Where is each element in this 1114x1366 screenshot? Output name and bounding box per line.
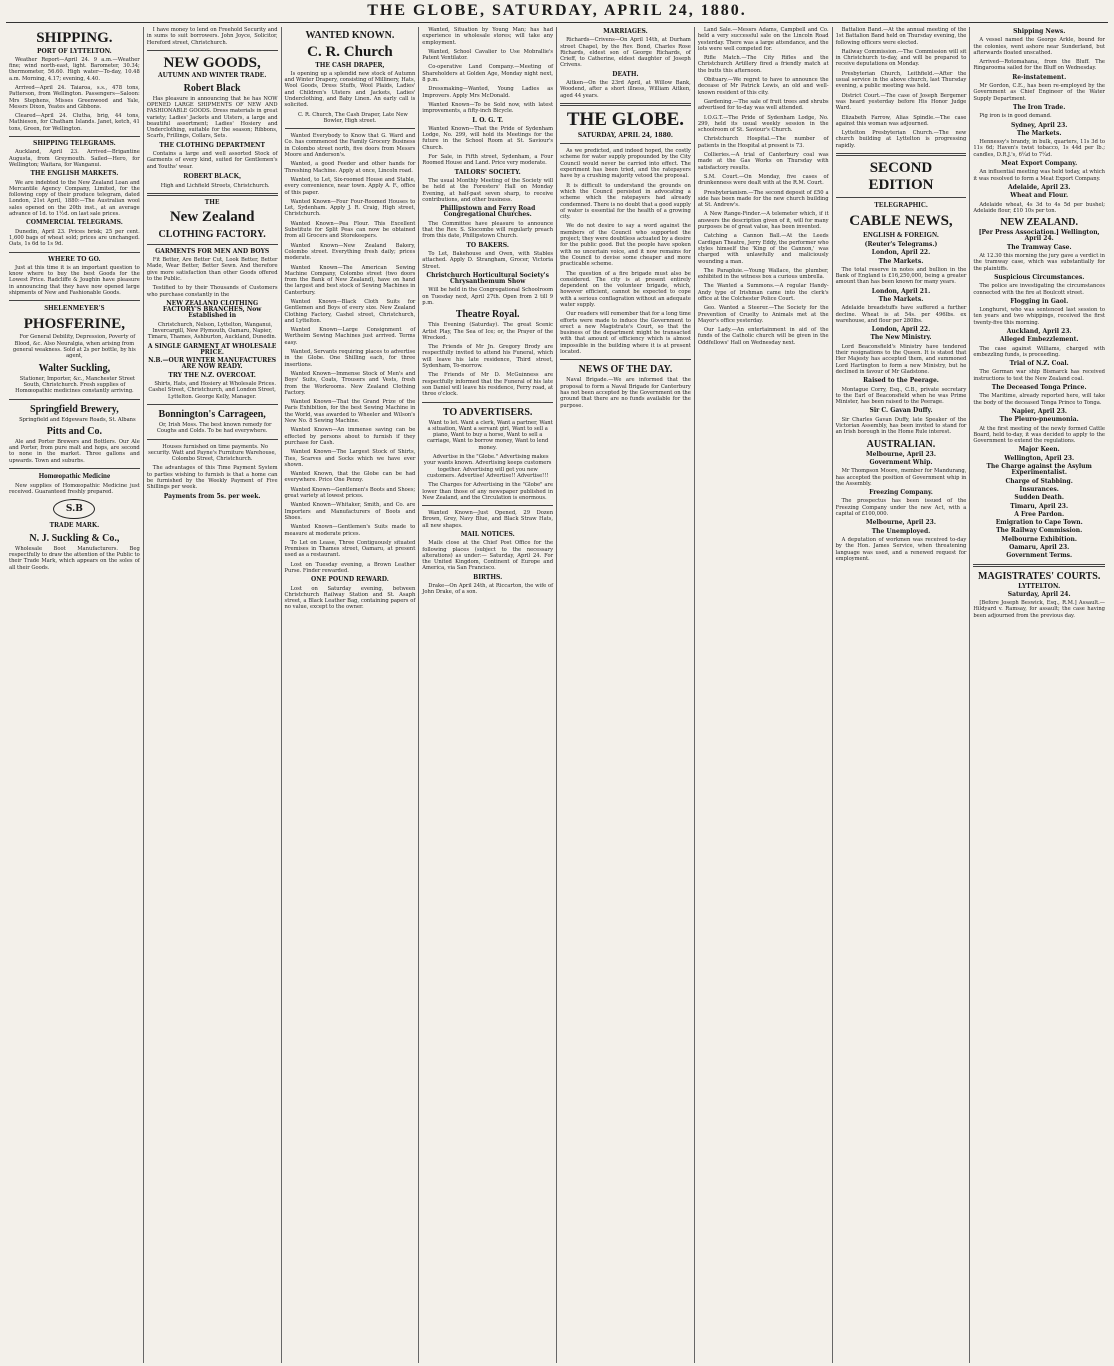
pitts-heading: Pitts and Co. <box>46 425 103 437</box>
wanted-ad: Wanted Known—New Zealand Bakery, Colombo street. Everything fresh daily; prices moderate. <box>284 242 416 262</box>
phillipstown-heading: Phillipstown and Ferry Road Congregational Churches. <box>440 205 536 219</box>
chrysanthemum-text: Will be held in the Congregational Schoolroom on Tuesday next, April 27th. Open from 2 till 9 p.m. <box>422 287 554 306</box>
shipping-telegrams-heading: SHIPPING TELEGRAMS. <box>32 140 116 148</box>
news-item: Catching a Cannon Ball.—At the Leeds Cardigan Theatre, Jerry Eddy, the performer who styles himself the 'King of the Cannon,' was charged with unlawfully and maliciously wounding a man. <box>697 233 829 265</box>
cable-item: The prospectus has been issued of the Freezing Company under the new Act, with a capital of £100,000. <box>835 498 967 518</box>
dateline: Napier, April 23. <box>1011 407 1068 415</box>
springfield-brewery-text: Springfield and Edgeware Roads, St. Albans <box>19 416 136 423</box>
single-garment: A SINGLE GARMENT AT WHOLESALE PRICE. <box>147 342 277 356</box>
news-item: The police are investigating the circumstances connected with the fire at Boulcott street. <box>973 283 1105 296</box>
cable-item: Sir Charles Gavan Duffy, late Speaker of the Victorian Assembly, has been invited to stand for an Irish borough in the Home Rule interest. <box>835 416 967 436</box>
column-6 <box>695 27 833 1363</box>
cr-church-sign: C. R. Church, The Cash Draper, Late New Bowler, High street. <box>297 111 408 124</box>
dateline: Melbourne, April 23. <box>866 450 936 458</box>
mail-text: Mails close at the Chief Post Office for the following places (subject to the necessary alterations) as under:— Saturday, April 24. For the United Kingdom, Continent of Europe and America, via San Francisco. <box>422 540 554 572</box>
phosferine-heading: PHOSFERINE, <box>23 315 126 332</box>
wanted-ad: Wanted Known—That the Grand Prize of the Paris Exhibition, for the best Sewing Machine in the World, was awarded to Wheeler and Wilson's New No. 8 Sewing Machine. <box>284 399 416 425</box>
editorial-paragraph: As we predicted, and indeed hoped, the costly scheme for water supply propounded by the City Council would never be carried into effect. The experiment has been tried, and the ratepayers have by a crushing majority vetoed the proposal. <box>560 148 691 180</box>
robert-black-address: High and Lichfield Streets, Christchurch. <box>160 182 270 189</box>
branches-heading: NEW ZEALAND CLOTHING FACTORY'S BRANCHES, Now Established in <box>162 299 262 320</box>
marriages-text: Richards—Crivens—On April 14th, at Durham street Chapel, by the Rev. Bond, Charles Rose Richards, eldest son of George Richards, of Crieff, to Catherine, eldest daughter of Joseph Crivens. <box>560 37 691 69</box>
news-of-day-heading: NEWS OF THE DAY. <box>578 364 673 376</box>
wanted-ad: Wanted Known—Immense Stock of Men's and Boys' Suits, Coats, Trousers and Vests, fresh from the Workrooms. New Zealand Clothing Factory. <box>284 370 416 396</box>
ad: Wanted, Situation by Young Man; has had experience in wholesale stores; will take any employment. <box>422 27 554 46</box>
editorial-paragraph: We do not desire to say a word against the members of the Council who supported the project; they were doubtless actuated by a desire for the public good. But the people have spoken with no uncertain voice, and it now remains for the Council to devise some cheaper and more practicable scheme. <box>560 223 691 268</box>
news-item: Pig iron is in good demand. <box>979 113 1052 120</box>
bakers-heading: TO BAKERS. <box>466 241 509 249</box>
lost-ad: Lost on Tuesday evening, a Brown Leather Purse. Finder rewarded. <box>284 561 416 574</box>
news-item: Rifle Match.—The City Rifles and the Christchurch Artillery fired a friendly match at the butts this afternoon. <box>697 55 829 74</box>
dateline: London, April 21. <box>871 287 931 295</box>
houses-furnished: Houses furnished on time payments. No security. Watt and Payne's Furniture Warehouse, Colombo Street, Christchurch. <box>148 443 277 463</box>
bonnington-heading: Bonnington's Carrageen, <box>158 408 266 420</box>
funeral-notice-2: The Friends of Mr D. McGuinness are respectfully informed that the Funeral of his late son Daniel will leave his residence, Ferry road, at three o'clock. <box>422 372 554 398</box>
subheading: Wheat and Flour. <box>1010 192 1069 200</box>
dateline: Timaru, April 23. <box>1010 502 1069 510</box>
news-item: Presbyterian Church, Leithfield.—After the usual service in the above church, last Thursday evening, a public meeting was held. <box>835 70 967 90</box>
news-item: Railway Commission.—The Commission will sit in Christchurch to-day, and will be prepared to receive deputations on Monday. <box>835 48 967 68</box>
advertisers-heading: TO ADVERTISERS. <box>442 406 533 418</box>
subheading: The Iron Trade. <box>1013 103 1066 111</box>
dateline: Auckland, April 23. <box>1006 327 1072 335</box>
subheading: A Free Pardon. <box>1014 510 1065 518</box>
robert-black-text: Has pleasure in announcing that he has NOW OPENED LARGE SHIPMENTS OF NEW AND FASHIONABLE GOODS. Dress materials in great variety; Ladies' Jackets and Ulsters, a large and beautiful assortment; Ladies' Hosiery and Underclothing, suitable for the season; Ribbons, Scarfs, Frillings, Collars, Sets. <box>146 95 278 140</box>
news-item: A New Range-Finder.—A telemeter which, if it answers the description given of it, will for many purposes be of great value, has been invented. <box>697 211 829 231</box>
subheading: Raised to the Peerage. <box>863 377 939 385</box>
subheading: Alleged Embezzlement. <box>999 336 1079 344</box>
wanted-ad: Wanted Known, that the Globe can be had everywhere. Price One Penny. <box>284 471 416 484</box>
robert-black-heading: Robert Black <box>183 82 241 94</box>
subheading: Re-instatement. <box>1012 73 1067 81</box>
death-text: Aitken—On the 23rd April, at Willow Bank, Woodend, after a short illness, William Aitken, aged 44 years. <box>560 80 691 99</box>
cleared: Cleared—April 24. Clutha, brig, 44 tons, Mathieson, for Chatham Islands. Janet, ketch, 41 tons, Green, for Wellington. <box>9 113 140 132</box>
dateline: London, April 22. <box>871 249 931 257</box>
wanted-ad: Wanted Known—Pea Flour. This Excellent Substitute for Split Peas can now be obtained from all Grocers and Storekeepers. <box>284 220 416 240</box>
column-4 <box>419 27 557 1363</box>
births-heading: BIRTHS. <box>473 573 503 581</box>
shipping-news-heading: Shipping News. <box>1013 28 1066 35</box>
port-heading: PORT OF LYTTELTON. <box>37 47 112 55</box>
walter-suckling-text: Stationer, Importer, &c., Manchester Street South, Christchurch. Fresh supplies of Homœopathic medicines constantly arriving. <box>15 375 136 395</box>
winter-manufactures: N.B.—OUR WINTER MANUFACTURES ARE NOW READY. <box>148 357 277 371</box>
subheading: The Charge against the Asylum Experimentalist. <box>986 463 1092 477</box>
chrysanthemum-heading: Christchurch Horticultural Society's Chrysanthemum Show <box>426 271 550 286</box>
homeopathic-text: New supplies of Homœopathic Medicine just received. Guaranteed freshly prepared. <box>9 482 140 496</box>
dateline: Adelaide, April 23. <box>1007 183 1071 191</box>
news-item: Mr Gordon, C.E., has been re-employed by the Government as Chief Engineer of the Water Supply Department. <box>973 83 1105 102</box>
shipping-item: Arrived—Rotomahana, from the Bluff. The Ringarooma sailed for the Bluff on Wednesday. <box>973 59 1105 72</box>
phosferine-text: For General Debility, Depression, Poverty of Blood, &c. Also Neuralgia, when arising from general weakness. Sold at 2s per bottle, by his agent, <box>12 334 136 360</box>
subheading: The New Ministry. <box>870 334 932 342</box>
mail-heading: MAIL NOTICES. <box>460 531 515 538</box>
ad: Dressmaking—Wanted, Young Ladies as Improvers. Apply Mrs McDonald. <box>422 86 554 99</box>
column-3 <box>282 27 420 1363</box>
death-heading: DEATH. <box>612 70 639 78</box>
subheading: The Markets. <box>1016 129 1062 137</box>
subheading: The Deceased Tonga Prince. <box>991 384 1087 392</box>
globe-date: SATURDAY, APRIL 24, 1880. <box>577 131 674 139</box>
branches-list: Christchurch, Nelson, Lyttelton, Wanganui, Invercargill, New Plymouth, Oamaru, Napier, Timaru, Thames, Ashburton, Auckland, Dunedin. <box>147 321 277 341</box>
news-item: Geo. Wanted a Steerer.—The Society for the Prevention of Cruelty to Animals met at the Mayor's office yesterday. <box>697 305 829 324</box>
dunedin-commercial: Dunedin, April 23. Prices brisk; 25 per cent. 1,600 bags of wheat sold; prices are unchanged. Oats, 1s 6d to 1s 9d. <box>9 228 140 248</box>
cable-item: Adelaide breadstuffs have suffered a further decline. Wheat is at 54s. per 496lbs. ex warehouse, and flour per 280lbs. <box>835 305 967 324</box>
court-report: [Before Joseph Beswick, Esq., R.M.] Assault.—Hildyard v. Ramsay, for assault; the case having been adjourned from the previous day. <box>973 600 1105 619</box>
wanted-ad: Wanted Everybody to Know that G. Ward and Co. has commenced the Family Grocery Business in Colombo street north, five doors from Messrs Moore and Anderson's. <box>284 133 416 159</box>
wanted-known-heading: WANTED KNOWN. <box>305 30 395 41</box>
reuter-label: (Reuter's Telegrams.) <box>864 240 938 248</box>
ad: For Sale, in Fifth street, Sydenham, a Four Roomed House and Land. Price very moderate. <box>422 154 554 167</box>
cable-item: Lord Beaconsfield's Ministry have tendered their resignations to the Queen. It is stated that Her Majesty has accepted them, and summoned Lord Hartington to form a new Ministry, but he declined in favour of Mr Gladstone. <box>835 343 967 375</box>
cable-item: A deputation of workmen was received to-day by the Hon. James Service, when threatening language was used, and a renewed request for employment. <box>835 536 967 562</box>
cable-item: The total reserve in notes and bullion in the Bank of England is £16,250,000, being a greater amount than has been known for many years. <box>835 266 967 286</box>
magistrates-heading: MAGISTRATES' COURTS. <box>978 570 1101 582</box>
masthead-rule <box>6 22 1108 23</box>
news-item: The German war ship Bismarck has received instructions to test the New Zealand coal. <box>973 369 1105 382</box>
springfield-brewery-heading: Springfield Brewery, <box>30 403 119 415</box>
nj-suckling-heading: N. J. Suckling & Co., <box>29 532 120 544</box>
news-item: Gardening.—The sale of fruit trees and shrubs advertised for to-day was well attended. <box>697 98 829 112</box>
wanted-ad: Wanted Known—The Largest Stock of Shirts, Ties, Scarves and Socks which we have ever shown. <box>284 449 416 468</box>
cable-news-heading: CABLE NEWS, <box>849 212 953 229</box>
advertise-text: Advertise in the "Globe." Advertising makes your wants known. Advertising keeps customers together. Advertising will get you new customers. Advertise! Advertise!! Advertise!!! <box>423 454 552 479</box>
tailors-heading: TAILORS' SOCIETY. <box>454 168 521 176</box>
wanted-ad: Wanted, to Let, Six-roomed House and Stable, every convenience, near town. Apply A. F., office of this paper. <box>284 176 416 196</box>
news-item: Adelaide wheat, 4s 3d to 4s 5d per bushel; Adelaide flour, £10 10s per ton. <box>973 201 1105 214</box>
theatre-text: This Evening (Saturday). The great Scenic Artist Play, The Sea of Ice; or, the Prayer of the Wrecked. <box>422 322 554 341</box>
wanted-ad: Wanted Known—Four Four-Roomed Houses to Let, Sydenham. Apply J. R. Craig, High street, Christchurch. <box>284 198 416 218</box>
bonnington-text: Or, Irish Moss. The best known remedy for Coughs and Colds. To be had everywhere. <box>156 421 272 435</box>
wanted-ad: Wanted Known—The American Sewing Machine Company, Colombo street (two doors from the Bank of New Zealand), have on hand the largest and best stock of Sewing Machines in Canterbury. <box>284 264 416 296</box>
autumn-trade: AUTUMN AND WINTER TRADE. <box>157 72 267 80</box>
australian-heading: AUSTRALIAN. <box>866 438 936 450</box>
news-item: The Wanted a Summons.—A regular Handy-Andy type of Irishman came into the clerk's office at the Colchester Police Court. <box>697 283 829 302</box>
subheading: Insurances. <box>1019 485 1059 493</box>
news-item: Presbyterianism.—The second deposit of £50 a side has been made for the new church building at St. Andrew's. <box>697 189 829 209</box>
circulation-text: The Charges for Advertising in the "Globe" are lower than those of any newspaper published in New Zealand, and the Circulation is enormous. <box>422 482 554 501</box>
telegraphic-heading: TELEGRAPHIC. <box>874 201 928 210</box>
subheading: Government Whip. <box>869 458 933 466</box>
news-item: S.M. Court.—On Monday, five cases of drunkenness were dealt with at the R.M. Court. <box>697 173 829 187</box>
news-item: Battalion Band.—At the annual meeting of the 1st Battalion Band held on Thursday evening, the following officers were elected. <box>835 27 967 46</box>
subheading: The Railway Commission. <box>996 527 1083 535</box>
ad: Wanted Known—To be Sold now, with latest improvements, a fifty-inch Bicycle. <box>422 101 554 115</box>
arrived: Arrived—April 24. Taiaroa, s.s., 478 tons, Patterson, from Wellington. Passengers—Saloon: Mrs Stephens, Misses Greenwood and Yale, Messrs Dixon, Yeates and Gibbons. <box>9 84 140 110</box>
columns <box>6 27 1108 1363</box>
clothing-department-text: Contains a large and well assorted Stock of Garments of every kind, suited for Gentlemen's and Youths' wear. <box>146 151 278 170</box>
news-item: I.O.G.T.—The Pride of Sydenham Lodge, No. 299, held its usual weekly session in the schoolroom of St. Saviour's Church. <box>697 114 829 134</box>
subheading: Freezing Company. <box>869 489 933 497</box>
cable-item: Montague Corry, Esq., C.B., private secretary to the Earl of Beaconsfield when he was Prime Minister, has been raised to the Peerage. <box>835 386 967 406</box>
reward-heading: ONE POUND REWARD. <box>311 576 389 584</box>
court-date: Saturday, April 24. <box>1007 590 1071 598</box>
auckland-shipping: Auckland, April 23. Arrived—Brigantine Augusta, from Greymouth. Sailed—Hero, for Wellington; Waitara, for Wanganui. <box>9 149 140 168</box>
subheading: The Pleuro-pneumonia. <box>999 416 1079 424</box>
wants-list: Want to let. Want a clerk, Want a partner, Want a situation, Want a servant girl, Want to sell a piano, Want to buy a horse, Want to sell a carriage, Want to borrow money, Want to lend money. <box>427 419 553 451</box>
weather-report: Weather Report—April 24. 9 a.m.—Weather fine; wind north-east, light. Barometer, 30.34; thermometer, 56.60. High water—To-day, 10.48 a.m. Morning, 4.17; evening, 4.40. <box>9 56 140 82</box>
cable-item: Mr Thompson Moore, member for Mandurang, has accepted the position of Government whip in the Assembly. <box>835 468 967 487</box>
wanted-ad: Wanted Known—Whitaker, Smith, and Co. are Importers and Manufacturers of Boots and Shoes. <box>284 502 416 521</box>
subheading: The Tramway Case. <box>1006 243 1072 251</box>
try-overcoat: TRY THE N.Z. OVERCOAT. <box>168 371 256 379</box>
phillipstown-text: The Committee have pleasure to announce that the Rev. S. Slocombe will regularly preach from this date, Phillipstown Church. <box>422 220 554 240</box>
news-item: Our Lady.—An entertainment in aid of the funds of the Catholic church will be given in the Oddfellows' Hall on Wednesday next. <box>697 327 829 346</box>
shipping-heading: SHIPPING. <box>36 30 113 46</box>
new-goods-heading: NEW GOODS, <box>163 54 261 71</box>
marriages-heading: MARRIAGES. <box>603 28 648 35</box>
clothing-department: THE CLOTHING DEPARTMENT <box>159 141 265 149</box>
testified-text: Testified to by their Thousands of Customers who purchase constantly in the <box>146 285 278 298</box>
clothing-factory-heading: CLOTHING FACTORY. <box>158 228 266 240</box>
column-8 <box>970 27 1108 1363</box>
subheading: Government Terms. <box>1006 552 1073 560</box>
payments: Payments from 5s. per week. <box>163 492 261 500</box>
news-item: The Maritime, already reported here, will take the body of the deceased Tonga Prince to Tonga. <box>973 393 1105 406</box>
nj-suckling-text: Wholesale Boot Manufacturers. Beg respectfully to draw the attention of the Public to their Trade Mark, which appears on the soles of all their Goods. <box>9 545 140 571</box>
second-edition-heading: SECOND EDITION <box>868 160 934 193</box>
news-item: Lyttelton Presbyterian Church.—The new church building at Lyttelton is progressing rapidly. <box>835 130 967 149</box>
shelenmeyer-heading: SHELENMEYER'S <box>44 304 105 313</box>
cash-draper: THE CASH DRAPER, <box>315 61 385 69</box>
time-payment: The advantages of this Time Payment System to parties wishing to furnish is that a home can be furnished by the Weekly Payment of Five Shillings per week. <box>146 465 278 491</box>
where-to-go-heading: WHERE TO GO. <box>48 255 101 263</box>
column-1 <box>6 27 144 1363</box>
shipping-item: A vessel named the George Arkle, bound for the colonies, went ashore near Sunderland, but afterwards floated unscathed. <box>973 37 1105 56</box>
news-item: The case against Williams, charged with embezzling funds, is proceeding. <box>973 345 1105 358</box>
subheading: Flogging in Gaol. <box>1010 297 1069 305</box>
subheading: Meat Export Company. <box>1001 160 1078 168</box>
news-item: Land Sale.—Messrs Adams, Campbell and Co. held a very successful sale on the Lincoln Road yesterday. There was a large attendance, and the lots were well competed for. <box>697 27 829 52</box>
ad: Wanted, School Cavalier to Use Mobrallie's Patent Ventilator. <box>422 48 554 62</box>
dateline: Wellington, April 23. <box>1004 454 1075 462</box>
walter-suckling-heading: Walter Suckling, <box>38 362 111 374</box>
money-to-lend: I have money to lend on Freehold Security and in sums to suit borrowers. John Joyce, Solicitor, Hereford street, Christchurch. <box>146 27 278 46</box>
wanted-ad: Wanted Known—Black Cloth Suits for Gentlemen and Boys of every size. New Zealand Clothing Factory, Cashel street, Christchurch, and Lyttelton. <box>284 299 416 324</box>
garments-text: Fit Better, Are Better Cut, Look Better, Better Made, Wear Better, Better Sewn. And therefore give more satisfaction than other Goods offered to the Public. <box>146 257 278 282</box>
shirts-hats: Shirts, Hats, and Hosiery at Wholesale Prices. Cashel Street, Christchurch, and London Street, Lyttelton. George Kelly, Manager. <box>148 381 276 400</box>
theatre-heading: Theatre Royal. <box>455 309 520 321</box>
news-item: The Parapluie.—Young Wallace, the plumber, exhibited in the witness box a curious umbrella. <box>697 267 829 281</box>
subheading: Sir C. Gavan Duffy. <box>869 407 933 415</box>
robert-black-heading-2: ROBERT BLACK, <box>183 171 241 180</box>
bakers-text: To Let, Bakehouse and Oven, with Stables attached. Apply D. Strangham, Grocer, Victoria Street. <box>422 250 554 270</box>
funeral-notice: The Friends of Mr Jn. Gregory Brody are respectfully invited to attend his Funeral, which will leave his late residence, Third street, Sydenham, To-morrow. <box>422 344 554 370</box>
news-item: Collieries.—A trial of Canterbury coal was made at the Gas Works on Thursday with satisfactory results. <box>697 152 829 171</box>
cr-church-heading: C. R. Church <box>307 44 393 60</box>
lyttelton-label: LYTTELTON. <box>1018 582 1061 590</box>
subheading: Suspicious Circumstances. <box>994 273 1085 281</box>
subheading: Major Keen. <box>1018 446 1060 454</box>
editorial-paragraph: It is difficult to understand the grounds on which the Council persisted in advocating a scheme which the ratepayers had already condemned. There is no doubt that a good supply of water is essential for the health of a growing city. <box>560 182 691 221</box>
iogt-heading: I. O. G. T. <box>472 116 504 124</box>
news-item: District Court.—The case of Joseph Bergemer was heard yesterday before His Honor Judge Ward. <box>835 92 967 112</box>
english-foreign-heading: ENGLISH & FOREIGN. <box>863 231 939 240</box>
pitts-text: Ale and Porter Brewers and Bottlers. Our Ale and Porter, from pure malt and hops, are second to none in the market. Three gallons and upwards. Town and suburbs. <box>9 438 140 464</box>
dateline: Oamaru, April 23. <box>1009 544 1070 551</box>
column-7 <box>833 27 971 1363</box>
garments-heading: GARMENTS FOR MEN AND BOYS <box>155 247 270 255</box>
tailors-text: The usual Monthly Meeting of the Society will be held at the Foresters' Hall on Monday Evening, at half-past seven sharp, to receive contributions, and other business. <box>422 177 554 203</box>
news-item: Obituary.—We regret to have to announce the decease of Mr Patrick Lewis, an old and well-known resident of this city. <box>697 77 829 96</box>
nz-heading: New Zealand <box>169 209 255 226</box>
news-item: Elizabeth Farrow, Alias Spindle.—The case against this woman was adjourned. <box>835 114 967 127</box>
news-item: An influential meeting was held today, at which it was resolved to form a Meat Export Company. <box>973 169 1105 182</box>
wanted-ad: Wanted Known—Gentlemen's Suits made to measure at moderate prices. <box>284 524 416 537</box>
subheading: Sudden Death. <box>1014 494 1064 502</box>
subheading: The Markets. <box>878 257 924 265</box>
new-zealand-heading: NEW ZEALAND. <box>1000 217 1078 229</box>
news-item: Longhurst, who was sentenced last session to ten years and two whippings, received the first twenty-five this morning. <box>973 307 1105 326</box>
dateline: Melbourne, April 23. <box>866 519 936 527</box>
ad: Co-operative Land Company.—Meeting of Shareholders at Golden Age, Monday night next, 8 p.m. <box>422 64 554 84</box>
subheading: The Unemployed. <box>871 527 931 535</box>
commercial-telegrams-heading: COMMERCIAL TELEGRAMS. <box>25 219 123 227</box>
homeopathic-heading: Homœopathic Medicine <box>38 472 111 481</box>
wanted-known-hats: Wanted Known—Just Opened, 29 Dozen Brown, Grey, Navy Blue, and Black Straw Hats, all new shapes. <box>422 510 554 529</box>
subheading: Trial of N.Z. Coal. <box>1009 360 1069 368</box>
dateline: London, April 22. <box>871 326 931 334</box>
wanted-ad: Wanted, a good Feeder and other hands for Threshing Machine. Apply at once, Lincoln road. <box>284 161 416 174</box>
reward-text: Lost on Saturday evening, between Christchurch Railway Station and St. Asaph street, a Black Leather Bag, containing papers of no value, except to the owner. <box>284 585 416 611</box>
trade-mark-label: TRADE MARK. <box>49 522 100 530</box>
births-text: Drake—On April 24th, at Riccarton, the wife of John Drake, of a son. <box>422 583 554 596</box>
editorial-paragraph: The question of a fire brigade must also be considered. The city is at present entirely dependent on the volunteer brigade, which, however efficient, cannot be expected to cope with a serious conflagration without an adequate water supply. <box>560 270 691 308</box>
press-association: [Per Press Association.] Wellington, April 24. <box>978 229 1100 243</box>
subheading: Melbourne Exhibition. <box>1001 535 1077 543</box>
column-2 <box>144 27 282 1363</box>
the-label: THE <box>204 198 220 206</box>
wanted-ad: Wanted, Servants requiring places to advertise in the Globe. One Shilling each, for three insertions. <box>284 349 416 368</box>
to-let-ad: To Let on Lease, Three Contiguously situated Premises in Thames street, Oamaru, at present used as a restaurant. <box>284 539 416 559</box>
iogt-text: Wanted Known—That the Pride of Sydenham Lodge, No. 299, will hold its Meetings for the future in the School Room at St. Saviour's Church. <box>422 125 554 151</box>
where-to-go: Just at this time it is an important question to know where to buy the best Goods for the Lowest Price. Radcliffe & Joughin have pleasure in announcing that they have now opened large shipments of New and Fashionable Goods. <box>9 264 140 296</box>
news-item: Hennessy's brandy, in bulk, quarters, 11s 3d to 11s 6d; Haven's twist tobacco, 1s 44d per lb.; candles, D.R.J.'s, 6¼d to 7¼d. <box>973 139 1105 158</box>
wanted-ad: Wanted Known—Gentlemen's Boots and Shoes; great variety at lowest prices. <box>284 486 416 500</box>
trade-mark-logo: S.B <box>53 499 95 519</box>
news-item: At 12.30 this morning the jury gave a verdict in the tramway case, which was substantially for the plaintiffs. <box>973 253 1105 272</box>
english-markets: We are indebted to the New Zealand Loan and Mercantile Agency Company, Limited, for the following copy of their produce telegram, dated London, 21st April, 1880:—The Australian wool sales opened on the 20th inst., at an average advance of 1d. to 1½d. on last sale prices. <box>9 179 140 218</box>
wanted-ad: Wanted Known—An immense saving can be effected by persons about to furnish if they purchase for Cash. <box>284 427 416 446</box>
wanted-ad: Wanted Known—Large Consignment of Wertheim Sewing Machines just arrived. Terms easy. <box>284 327 416 346</box>
english-markets-heading: THE ENGLISH MARKETS. <box>30 170 119 178</box>
subheading: Emigration to Cape Town. <box>995 519 1083 527</box>
cr-church-text: Is opening up a splendid new stock of Autumn and Winter Drapery, consisting of Millinery, Hats, Wool Goods, Dress Stuffs, Wool Plaids, Ladies' and Children's Ulsters and Jackets, Ladies' Underclothing, and Baby Linen. An early call is solicited. <box>284 70 416 109</box>
subheading: Charge of Stabbing. <box>1005 477 1073 485</box>
subheading: The Markets. <box>878 296 924 303</box>
news-item: Christchurch Hospital.—The number of patients in the Hospital at present is 73. <box>697 136 829 149</box>
naval-brigade: Naval Brigade.—We are informed that the proposal to form a Naval Brigade for Canterbury has not been accepted by the Government on the ground that there are no funds available for the purpose. <box>560 377 691 409</box>
globe-heading: THE GLOBE. <box>566 108 685 130</box>
editorial-paragraph: Our readers will remember that for a long time efforts were made to induce the Government to erect a new Magistrate's Court, so that the business of the department might be transacted with that amount of efficiency which is almost impossible in the building where it is at present located. <box>560 311 691 356</box>
dateline: Sydney, April 23. <box>1010 121 1068 129</box>
news-item: At the first meeting of the newly formed Cattle Board, held to-day, it was decided to apply to the Government to extend the regulations. <box>973 425 1105 445</box>
column-5 <box>557 27 695 1363</box>
masthead: THE GLOBE, SATURDAY, APRIL 24, 1880. <box>367 2 747 19</box>
